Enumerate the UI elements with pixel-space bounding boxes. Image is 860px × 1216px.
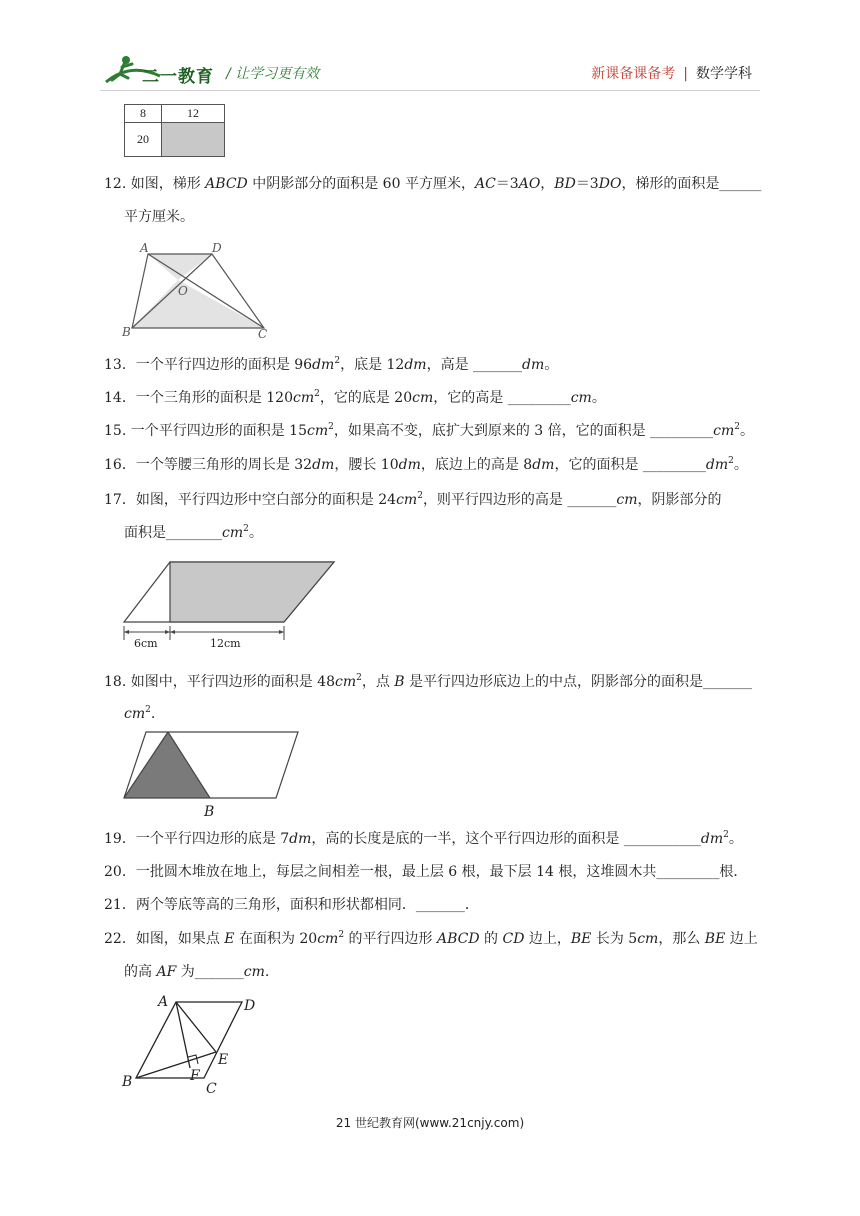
trapezoid-figure <box>118 240 278 342</box>
svg-text:B: B <box>122 325 131 339</box>
svg-text:C: C <box>258 327 268 341</box>
svg-text:C: C <box>206 1081 217 1096</box>
question-13: 13．一个平行四边形的面积是 $96dm^2$，底是 12dm，高是 _______dm。 <box>104 356 559 373</box>
svg-text:A: A <box>158 994 169 1010</box>
question-12: 12. 如图，梯形 ABCD 中阴影部分的面积是 60 平方厘米，AC＝3AO，BD＝3DO，梯形的面积是______ <box>104 176 762 192</box>
grid-table <box>124 104 225 157</box>
question-18: 18. 如图中，平行四边形的面积是 $48cm^2$，点 B 是平行四边形底边上的中点，阴影部分的面积是_______ <box>104 673 753 690</box>
svg-text:B: B <box>122 1074 133 1090</box>
question-17: 17．如图，平行四边形中空白部分的面积是 $24cm^2$，则平行四边形的高是 _______cm，阴影部分的 <box>104 491 722 508</box>
svg-text:D: D <box>212 241 222 255</box>
dim-6cm: 6cm <box>134 637 158 650</box>
question-22: 22．如图，如果点 E 在面积为 $20cm^2$ 的平行四边形 ABCD 的 CD 边上，BE 长为 5cm，那么 BE 边上 <box>104 930 758 947</box>
table-cell: 12 <box>162 105 225 123</box>
parallelogram-figure-18 <box>118 728 308 820</box>
svg-text:O: O <box>178 284 188 298</box>
svg-text:F: F <box>190 1068 200 1084</box>
logo-text: 二一教育 <box>142 67 214 87</box>
page-footer: 21 世纪教育网(www.21cnjy.com) <box>335 1116 525 1130</box>
question-14: 14．一个三角形的面积是 $120cm^2$，它的底是 20cm，它的高是 _________cm。 <box>104 389 606 406</box>
svg-text:B: B <box>204 804 215 820</box>
svg-text:D: D <box>244 998 256 1014</box>
question-12-line2: 平方厘米。 <box>124 209 194 225</box>
question-17-line2: 面积是$\_\_\_\_\_\_\_\_cm^2$。 <box>124 524 263 541</box>
question-15: 15. 一个平行四边形的面积是 $15cm^2$，如果高不变，底扩大到原来的 3 倍，它的面积是 $\_\_\_\_\_\_\_\_\_cm^2$。 <box>104 422 754 439</box>
question-20: 20．一批圆木堆放在地上，每层之间相差一根，最上层 6 根，最下层 14 根，这堆圆木共_________根． <box>104 864 748 880</box>
dim-12cm: 12cm <box>210 637 241 650</box>
question-21: 21．两个等底等高的三角形，面积和形状都相同．_______． <box>104 897 479 913</box>
parallelogram-figure-17 <box>118 556 338 652</box>
svg-text:E: E <box>218 1052 229 1068</box>
header-divider <box>100 90 760 91</box>
question-19: 19．一个平行四边形的底是 7dm，高的长度是底的一半，这个平行四边形的面积是 $\_\_\_\_\_\_\_\_\_\_\_dm^2$。 <box>104 830 743 847</box>
header-subject: 新课备课备考 | 数学学科 <box>591 66 752 82</box>
question-18-line2: $cm^2$. <box>124 705 156 722</box>
question-16: 16．一个等腰三角形的周长是 32dm，腰长 10dm，底边上的高是 8dm，它的面积是 $\_\_\_\_\_\_\_\_\_dm^2$。 <box>104 456 748 473</box>
svg-text:A: A <box>140 241 149 255</box>
table-cell: 20 <box>125 123 162 157</box>
header-slogan: / 让学习更有效 <box>226 66 320 82</box>
page-header <box>0 0 860 100</box>
parallelogram-figure-22 <box>116 992 266 1096</box>
table-cell: 8 <box>125 105 162 123</box>
shaded-cell <box>162 123 225 157</box>
question-22-line2: 的高 AF 为_______cm. <box>124 964 270 980</box>
